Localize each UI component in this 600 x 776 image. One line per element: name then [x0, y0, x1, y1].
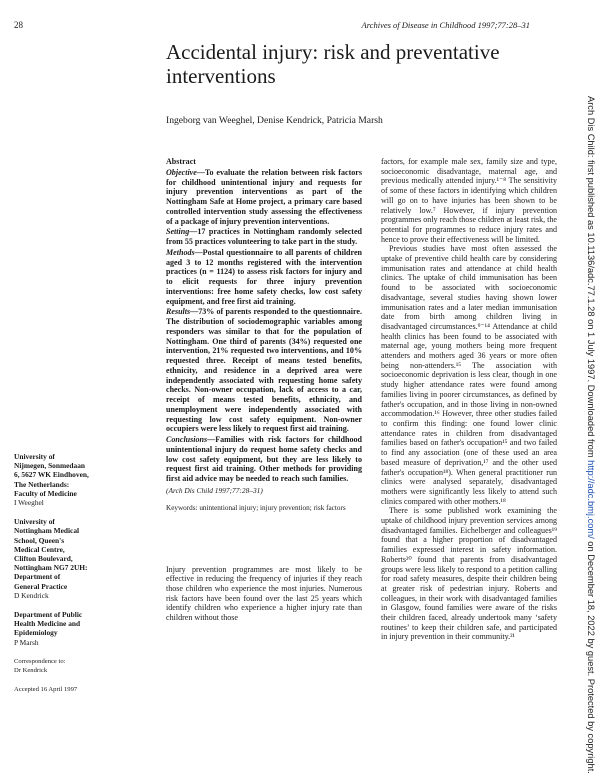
abstract-citation: (Arch Dis Child 1997;77:28–31)	[166, 485, 263, 495]
affiliation-line: Medical Centre,	[14, 544, 65, 554]
affiliation-3	[14, 610, 134, 647]
affiliation-line: Nijmegen, Sonmedaan	[14, 461, 86, 471]
affiliation-line: Epidemiology	[14, 628, 58, 638]
affiliation-line: 6, 5627 WK Eindhoven,	[14, 470, 89, 480]
right-column	[381, 157, 557, 642]
setting-text: —17 practices in Nottingham randomly selected from 55 practices volunteering to take part in the study.	[166, 227, 362, 246]
abstract-setting	[166, 227, 362, 247]
setting-label: Setting	[166, 227, 190, 237]
author-list: Ingeborg van Weeghel, Denise Kendrick, Patricia Marsh	[166, 115, 383, 126]
objective-label: Objective	[166, 167, 197, 177]
body-paragraph: factors, for example male sex, family size and type, socioeconomic disadvantage, maternal age, and previous medically attended injury.¹⁻⁸ The sensitivity of some of these factors in identifying which children will go on to have injuries has been shown to be relatively low.⁷ However, if injury prevention programmes only reach those children at least risk, the potential for programmes to reduce injury rates and hence to prove their effectiveness will be limited.	[381, 157, 557, 244]
abstract-conclusions	[166, 435, 362, 484]
download-side-note	[586, 96, 596, 774]
abstract-methods	[166, 248, 362, 307]
intro-paragraph	[166, 565, 362, 623]
side-note-before: Arch Dis Child: first published as 10.1136/adc.77.1.28 on 1 July 1997. Downloaded from	[586, 96, 596, 461]
abstract-heading: Abstract	[166, 157, 196, 166]
correspondence-name: Dr Kendrick	[14, 667, 48, 675]
affiliation-line: Department of Public	[14, 610, 83, 620]
affiliation-person: I Weeghel	[14, 498, 44, 508]
body-paragraph: Injury prevention programmes are most likely to be effective in reducing the frequency of injuries if they reach those children who experience the most injuries. Numerous risk factors have been found over the last 25 years which identify children who experience a higher injury rate than children without those	[166, 564, 362, 623]
side-note-link[interactable]: http://adc.bmj.com/	[586, 460, 596, 539]
running-head: Archives of Disease in Childhood 1997;77:28–31	[361, 20, 530, 30]
affiliation-line: University of	[14, 517, 55, 527]
body-paragraph: Previous studies have most often assessed the uptake of preventive child health care by considering immunisation rates and attendance at child health clinics. The uptake of child immunisation has been found to be associated with socioeconomic disadvantage, several studies having shown lower immunisation rates and a later median immunisation date from birth among children living in disadvantaged circumstances.⁹⁻¹⁴ Attendance at child health clinics has been found to be associated with maternal age, young mothers being more frequent attenders and mothers aged 36 years or more often being non-attenders.¹⁵ The association with socioeconomic deprivation is less clear, though in one study higher attendance rates were found among families living in poorer circumstances, as defined by father's occupation, and in those living in non-owned accommodation.¹⁶ However, three other studies failed to confirm this finding: one found lower clinic attendance rates in children from disadvantaged families based on father's occupation¹⁵ and two failed to find any association (one of these used an area based measure of deprivation,¹⁷ and the other used father's occupation¹⁸). When general practitioner run clinics were analysed separately, disadvantaged mothers were significantly less likely to attend such clinics compared with other mothers.¹⁸	[381, 244, 557, 506]
affiliation-person: P Marsh	[14, 637, 39, 647]
abstract-results	[166, 307, 362, 434]
abstract	[166, 157, 362, 496]
affiliation-person: D Kendrick	[14, 590, 49, 600]
objective-text: —To evaluate the relation between risk factors for childhood unintentional injury and requests for injury prevention interventions as part of the Nottingham Safe at Home project, a primary care based controlled intervention study assessing the effectiveness of a package of injury prevention interventions.	[166, 167, 362, 226]
body-paragraph: There is some published work examining the uptake of childhood injury prevention services among disadvantaged families. Eichelberger and colleagues¹⁹ found that a higher proportion of disadvantaged families expressed interest in safety information. Roberts²⁰ found that parents from disadvantaged groups were less likely to respond to a petition calling for road safety measures, despite their children being at greater risk of pedestrian injury. Roberts and colleagues, in their work with disadvantaged families in Glasgow, found families were aware of the risks their children faced, already undertook many ‘safety routines’ to keep their children safe, and participated in injury prevention in their community.²¹	[381, 506, 557, 642]
affiliation-2	[14, 517, 134, 600]
side-note-after: on December 18, 2022 by guest. Protected by copyright.	[586, 538, 596, 774]
affiliation-line: Clifton Boulevard,	[14, 554, 73, 564]
page-number: 28	[14, 20, 23, 30]
affiliation-line: General Practice	[14, 581, 68, 591]
affiliation-line: The Netherlands:	[14, 479, 70, 489]
conclusions-label: Conclusions	[166, 435, 208, 444]
correspondence	[14, 657, 134, 675]
affiliation-line: School, Queen's	[14, 535, 65, 545]
keywords: Keywords: unintentional injury; injury prevention; risk factors	[166, 503, 346, 512]
affiliation-line: University of	[14, 452, 55, 461]
methods-text: —Postal questionnaire to all parents of children aged 3 to 12 months registered with the intervention practices (n = 1124) to assess risk factors for injury and to elicit requests for three injury prevention interventions: free home safety checks, low cost safety equipment, and free first aid training.	[166, 247, 362, 306]
accepted-date: Accepted 16 April 1997	[14, 686, 78, 694]
left-column	[166, 157, 362, 623]
affiliation-line: Nottingham Medical	[14, 526, 80, 536]
correspondence-label: Correspondence to:	[14, 657, 66, 665]
results-text: —73% of parents responded to the questionnaire. The distribution of sociodemographic variables among responders was similar to that for the population of Nottingham. One third of parents (34%) requested one intervention, 21% requested two interventions, and 10% requested three. Receipt of means tested benefits, ethnicity, and residence in a deprived area were independently associated with requesting home safety checks. Non-owner occupation, lack of access to a car, receipt of means tested benefits, ethnicity, and unemployment were independently associated with requesting low cost safety equipment. Non-owner occupiers were less likely to request first aid training.	[166, 307, 362, 434]
abstract-objective	[166, 168, 362, 227]
affiliation-line: Nottingham NG7 2UH:	[14, 563, 88, 573]
affiliation-1	[14, 452, 134, 507]
conclusions-text: —Families with risk factors for childhood unintentional injury do request home safety checks and low cost safety equipment, but they are less likely to request first aid training. Other methods for providing first aid advice may be needed to reach such families.	[166, 435, 362, 483]
affiliation-line: Faculty of Medicine	[14, 488, 77, 498]
affiliations-margin	[14, 452, 134, 694]
methods-label: Methods	[166, 247, 195, 257]
results-label: Results	[166, 307, 191, 317]
affiliation-line: Department of	[14, 572, 61, 582]
article-title: Accidental injury: risk and preventative interventions	[166, 40, 500, 88]
affiliation-line: Health Medicine and	[14, 619, 81, 629]
